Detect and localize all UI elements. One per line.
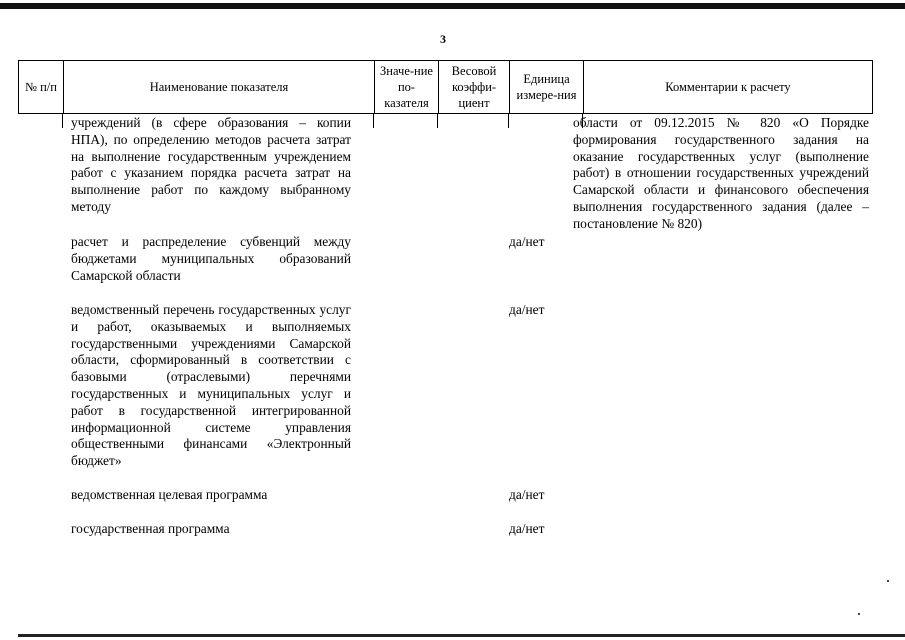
column-divider — [508, 114, 509, 128]
header-comment: Комментарии к расчету — [665, 80, 791, 94]
row-5-name: государственная программа — [71, 521, 230, 536]
column-divider — [437, 114, 438, 128]
header-value: Значе-ние по-казателя — [380, 64, 433, 110]
column-divider — [373, 114, 374, 128]
scan-speck — [858, 613, 860, 615]
row-3-name: ведомственный перечень государственных услуг и работ, оказываемых и выполняемых государственными учреждениями Самарской области, сформированный в соответствии с базовыми (отраслевыми) перечнями государственных и муниципальных услуг и работ в государственной интегрированной информационной системе управления общественными финансами «Электронный бюджет» — [71, 302, 351, 469]
header-name: Наименование показателя — [149, 80, 289, 94]
table-header — [18, 60, 873, 114]
row-2-name: расчет и распределение субвенций между бюджетами муниципальных образований Самарской области — [71, 234, 351, 283]
row-5-unit: да/нет — [509, 521, 545, 536]
bottom-border-rule — [18, 634, 905, 637]
page-number: 3 — [440, 32, 446, 46]
row-1-name: учреждений (в сфере образования – копии НПА), по определению методов расчета затрат на выполнение государственным учреждением работ с указанием порядка расчета затрат на выполнение работ по каждому выбранному методу — [71, 115, 351, 214]
row-4-name: ведомственная целевая программа — [71, 487, 268, 502]
scan-speck — [887, 580, 889, 582]
row-3-unit: да/нет — [509, 302, 545, 317]
top-border-rule — [0, 3, 905, 9]
header-weight: Весовой коэффи-циент — [451, 64, 497, 110]
column-divider — [62, 114, 63, 128]
row-4-unit: да/нет — [509, 487, 545, 502]
header-num: № п/п — [25, 80, 57, 94]
header-unit: Единица измере-ния — [516, 72, 577, 102]
row-1-comment: области от 09.12.2015 № 820 «О Порядке формирования государственного задания на оказание государственных услуг (выполнение работ) в отношении государственных учреждений Самарской области и финансового обеспечения выполнения государственного задания (далее – постановление № 820) — [573, 115, 869, 231]
row-2-unit: да/нет — [509, 234, 545, 249]
